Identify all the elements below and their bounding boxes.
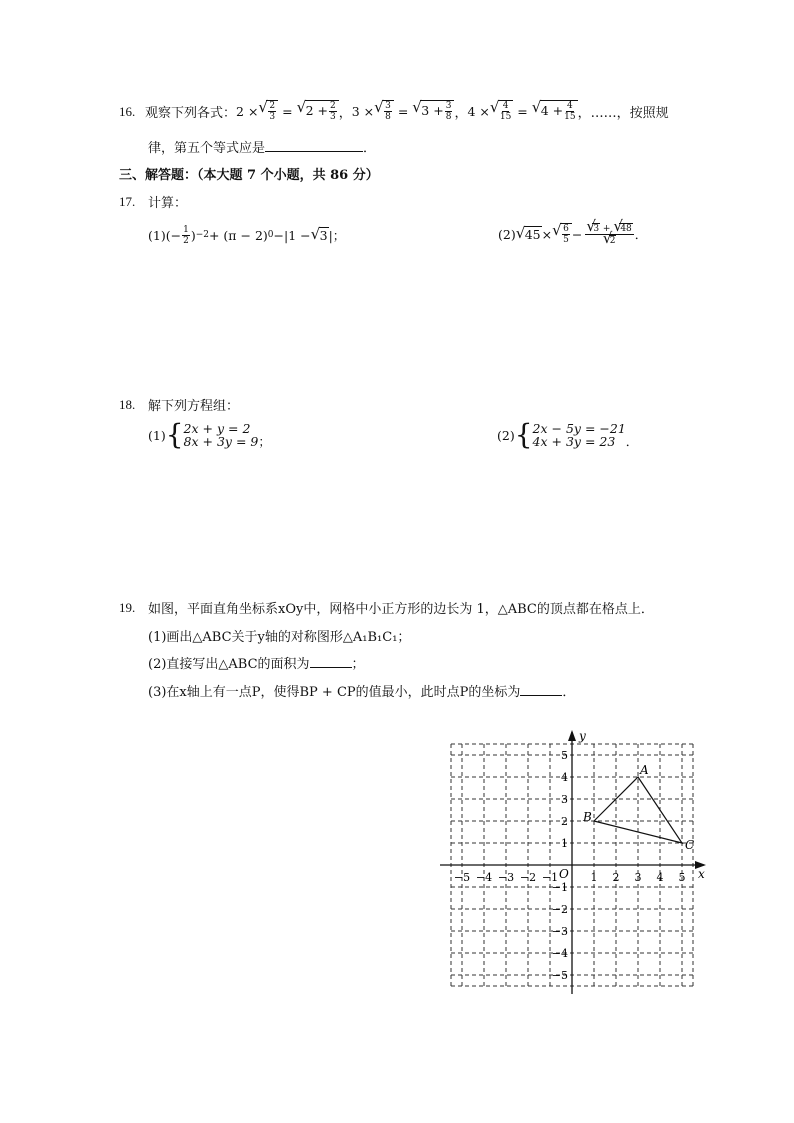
vertex-label-a: A [640,763,649,777]
q19-part2: (2)直接写出△ABC的面积为 ； [148,657,365,672]
y-tick-label: 5 [561,749,568,762]
y-tick-label: −4 [551,947,568,960]
y-tick-label: 3 [561,793,568,806]
x-tick-label: 2 [612,871,620,884]
q16-line1: 观察下列各式： 2 × √ $\frac{2}{3}$ = √ 2 + $\frac{2}{3}$ ， 3 × √ $\frac{3}{8}$ = √ 3 + $\frac{3}{8}$ ， 4 × √ $\frac{4}{15}$ = √ 4 + $\frac{4}{15}$ ， ……，按照规 [145,97,669,125]
section-title: 三、解答题：（本大题 7 个小题，共 86 分） [119,168,379,183]
x-tick-label: −2 [519,871,537,884]
q18-part1: (1) { 2x + y = 2 8x + 3y = 9 ； [148,418,271,451]
q17-stem: 计算： [148,196,188,211]
q16-eq3-rhs-root: √ 4 + $\frac{4}{15}$ [532,100,578,122]
q16-line2-text: 律，第五个等式应是 [148,141,266,156]
q16-eq3-coef: 4 × [467,103,490,119]
q17-part2: (2) √ 45 × √ $\frac{6}{5}$ − √ 3 + √ 48 √ 2 ． [498,219,647,249]
q16-eq2-rhs-root: √ 3 + $\frac{3}{8}$ [412,100,454,122]
x-axis-label: x [698,867,705,881]
y-tick-label: −1 [551,881,568,894]
origin-label: O [559,867,569,881]
q16-sep3: ， [577,105,591,121]
q16-eq2-coef: 3 × [351,103,375,119]
q16-eq2-lhs-root: √ $\frac{3}{8}$ [374,100,394,122]
q19-point-blank[interactable] [520,683,562,696]
q19-part1: (1)画出△ABC关于y轴的对称图形△A₁B₁C₁； [148,630,411,645]
q16-sep2: ， [454,105,468,121]
q16-ellipsis: ……，按照规 [590,105,669,121]
y-tick-label: 2 [561,815,568,828]
q19-part3: (3)在x轴上有一点P，使得BP + CP的值最小，此时点P的坐标为 ． [148,685,576,700]
q19-area-blank[interactable] [310,655,352,668]
q18-number: 18. [119,397,136,412]
x-tick-label: −1 [541,871,559,884]
q16-line2 [148,137,376,156]
q16-eq1-lhs-root: √ $\frac{2}{3}$ [258,100,278,122]
vertex-label-c: C [685,838,695,852]
axes [440,729,706,994]
q17-number: 17. [119,194,136,209]
x-tick-label: 1 [590,871,598,884]
q16-sep1: ， [338,105,352,121]
x-tick-label: 3 [634,871,642,884]
y-tick-label: −5 [551,969,568,982]
x-tick-label: 5 [678,871,686,884]
q16-eq3-lhs-root: √ $\frac{4}{15}$ [490,100,513,122]
y-tick-label: −2 [551,903,568,916]
y-axis-label: y [579,729,586,743]
q16-eq1-rhs-root: √ 2 + $\frac{2}{3}$ [297,100,339,122]
q18-part2: (2) { 2x − 5y = −21 4x + 3y = 23 ． [497,418,639,451]
q16-answer-blank[interactable] [265,139,363,152]
y-tick-label: −3 [551,925,568,938]
vertex-label-b: B [583,810,592,824]
y-tick-label: 4 [561,771,568,784]
coordinate-grid-figure [436,726,716,998]
x-tick-label: −5 [453,871,471,884]
q19-stem: 如图，平面直角坐标系xOy中，网格中小正方形的边长为 1，△ABC的顶点都在格点上． [148,602,654,617]
q18-stem: 解下列方程组： [148,399,240,414]
q16-line2-end: ． [363,141,377,156]
q16-number: 16. [119,104,136,119]
x-tick-label: 4 [656,871,664,884]
x-tick-label: −4 [475,871,493,884]
q16-eq1-coef: 2 × [236,103,259,119]
q16-intro: 观察下列各式： [145,105,237,121]
x-tick-label: −3 [497,871,515,884]
q19-number: 19. [119,600,136,615]
q17-part1: (1) (− $\frac{1}{2}$ ) −2 + (π − 2) 0 −|1 − √ 3 |； [148,222,345,248]
y-tick-label: 1 [561,837,568,850]
y-axis-arrow [568,730,576,741]
